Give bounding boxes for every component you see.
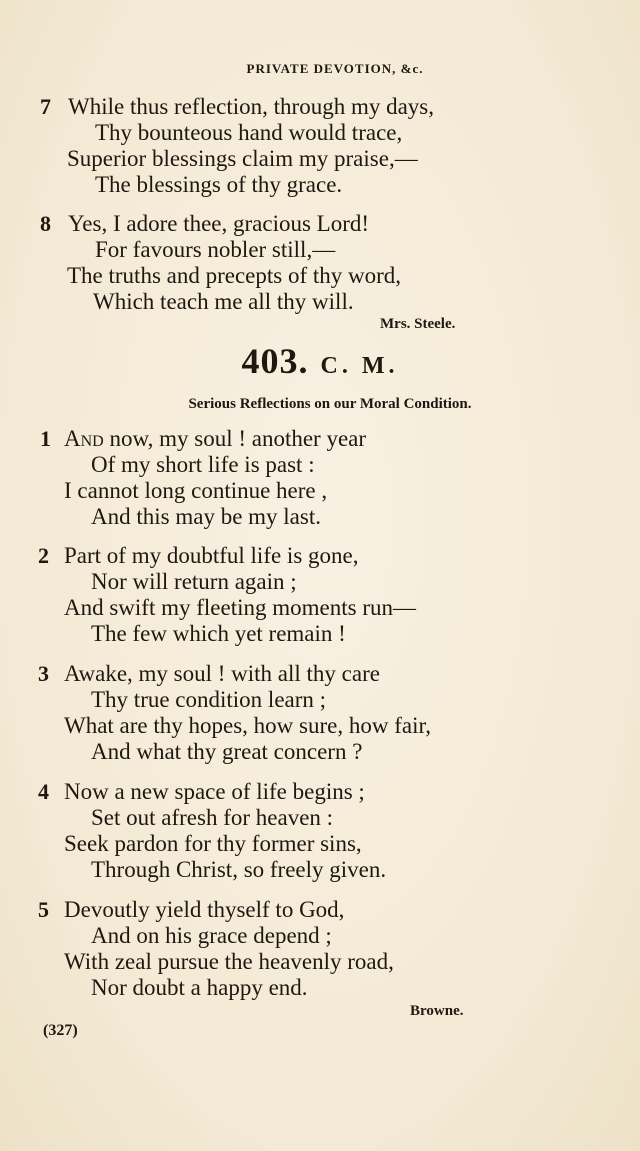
verse-line: Of my short life is past : [91, 452, 315, 477]
verse-line: Thy bounteous hand would trace, [95, 120, 403, 145]
verse-line: Thy true condition learn ; [91, 687, 327, 712]
verse-line: Awake, my soul ! with all thy care [64, 661, 380, 686]
hymn-title: Serious Reflections on our Moral Condition. [188, 396, 472, 412]
verse-line: With zeal pursue the heavenly road, [64, 949, 394, 974]
prev-hymn-author: Mrs. Steele. [380, 316, 456, 332]
verse-line: Now a new space of life begins ; [64, 779, 365, 804]
verse-line: The truths and precepts of thy word, [67, 263, 402, 288]
stanza-number: 2 [38, 543, 49, 568]
running-head: PRIVATE DEVOTION, &c. [246, 61, 424, 76]
verse-line: Nor will return again ; [91, 569, 297, 594]
page-number: (327) [43, 1022, 78, 1039]
verse-line-rest: now, my soul ! another year [103, 426, 367, 451]
verse-line: Yes, I adore thee, gracious Lord! [68, 211, 370, 236]
verse-line: Devoutly yield thyself to God, [64, 897, 345, 922]
stanza-number: 4 [38, 779, 49, 804]
verse-line: Which teach me all thy will. [93, 289, 354, 314]
stanza-number: 8 [40, 211, 51, 236]
hymn-number: 403. [241, 341, 309, 381]
hymn-heading [0, 340, 640, 382]
verse-line: And on his grace depend ; [91, 923, 332, 948]
stanza-number: 5 [38, 897, 49, 922]
stanza-number: 7 [40, 94, 51, 119]
verse-line: Superior blessings claim my praise,— [67, 146, 418, 171]
verse-line: And what thy great concern ? [91, 739, 363, 764]
verse-line: For favours nobler still,— [95, 237, 336, 262]
hymn-author: Browne. [410, 1003, 464, 1019]
verse-line: And this may be my last. [91, 504, 321, 529]
verse-line: The blessings of thy grace. [95, 172, 343, 197]
verse-line: Set out afresh for heaven : [91, 805, 334, 830]
verse-line: Nor doubt a happy end. [91, 975, 308, 1000]
stanza-number: 3 [38, 661, 49, 686]
hymn-meter: C. M. [320, 353, 399, 379]
drop-word: And [64, 426, 104, 451]
verse-line: And swift my fleeting moments run— [64, 595, 416, 620]
verse-line: While thus reflection, through my days, [68, 94, 435, 119]
verse-line [64, 426, 366, 452]
stanza-number: 1 [40, 426, 51, 451]
verse-line: Part of my doubtful life is gone, [64, 543, 359, 568]
verse-line: Through Christ, so freely given. [91, 857, 387, 882]
verse-line: What are thy hopes, how sure, how fair, [64, 713, 431, 738]
verse-line: The few which yet remain ! [91, 621, 346, 646]
verse-line: Seek pardon for thy former sins, [64, 831, 362, 856]
verse-line: I cannot long continue here , [64, 478, 328, 503]
